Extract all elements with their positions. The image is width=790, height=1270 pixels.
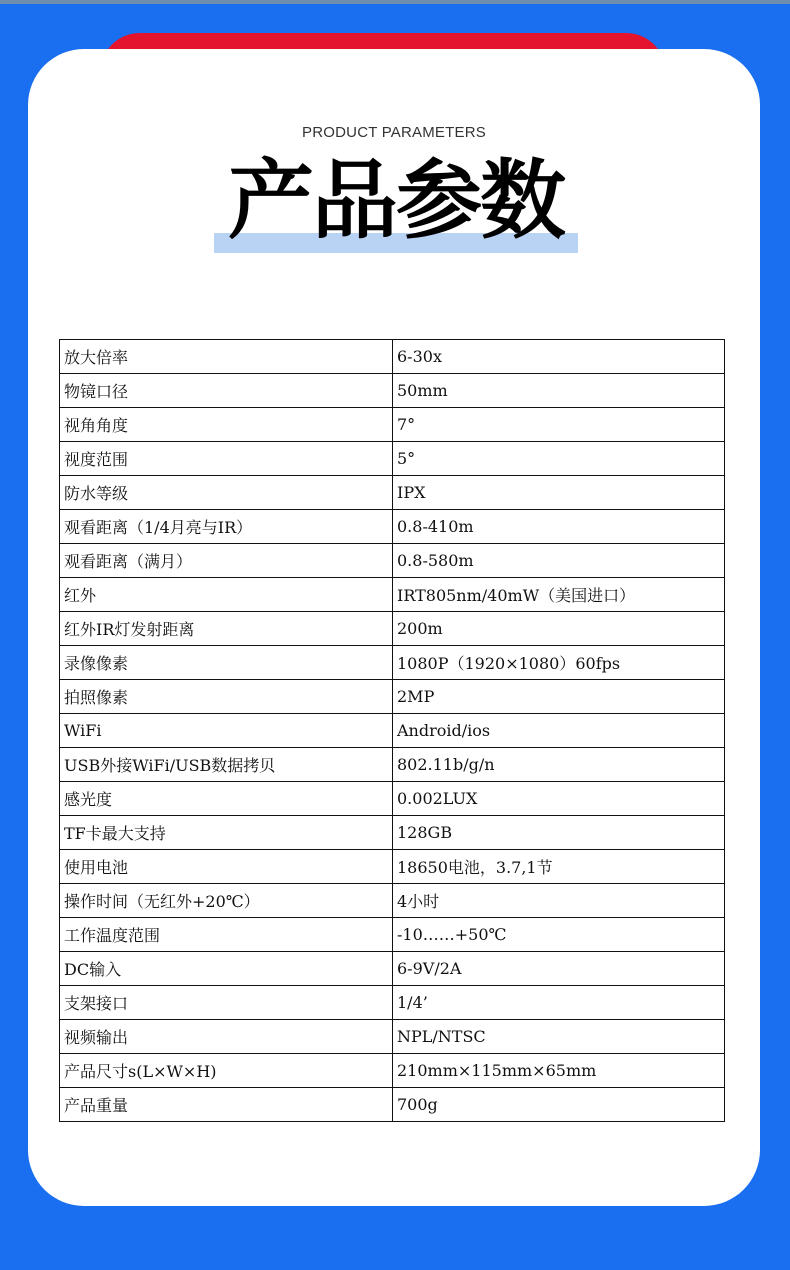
table-row (60, 1020, 725, 1054)
param-name: 红外IR灯发射距离 (60, 612, 393, 646)
table-row (60, 612, 725, 646)
table-row (60, 986, 725, 1020)
param-name: 观看距离（满月） (60, 544, 393, 578)
parameters-table (59, 339, 725, 1122)
table-row (60, 748, 725, 782)
param-name: 感光度 (60, 782, 393, 816)
param-name: 防水等级 (60, 476, 393, 510)
param-value: 1/4’ (393, 986, 725, 1020)
param-name: 红外 (60, 578, 393, 612)
table-row (60, 1088, 725, 1122)
param-value: 6-30x (393, 340, 725, 374)
param-value: 50mm (393, 374, 725, 408)
param-name: 拍照像素 (60, 680, 393, 714)
top-strip (0, 0, 790, 4)
param-value: 0.8-410m (393, 510, 725, 544)
param-value: IPX (393, 476, 725, 510)
param-value: 200m (393, 612, 725, 646)
param-value: 18650电池，3.7,1节 (393, 850, 725, 884)
table-row (60, 510, 725, 544)
param-name: 操作时间（无红外+20℃） (60, 884, 393, 918)
table-row (60, 646, 725, 680)
param-value: -10……+50℃ (393, 918, 725, 952)
table-row (60, 850, 725, 884)
title-block (214, 149, 578, 259)
param-value: 802.11b/g/n (393, 748, 725, 782)
table-row (60, 374, 725, 408)
table-row (60, 340, 725, 374)
table-row (60, 578, 725, 612)
section-subtitle: PRODUCT PARAMETERS (302, 124, 486, 141)
param-value: 210mm×115mm×65mm (393, 1054, 725, 1088)
param-value: IRT805nm/40mW（美国进口） (393, 578, 725, 612)
param-value: 700g (393, 1088, 725, 1122)
param-name: 放大倍率 (60, 340, 393, 374)
param-name: TF卡最大支持 (60, 816, 393, 850)
table-row (60, 816, 725, 850)
param-value: 0.8-580m (393, 544, 725, 578)
page-title: 产品参数 (228, 151, 564, 251)
param-name: 使用电池 (60, 850, 393, 884)
param-name: 支架接口 (60, 986, 393, 1020)
table-row (60, 476, 725, 510)
table-row (60, 884, 725, 918)
param-name: 录像像素 (60, 646, 393, 680)
table-row (60, 952, 725, 986)
content-card (28, 49, 760, 1206)
param-name: WiFi (60, 714, 393, 748)
param-name: DC输入 (60, 952, 393, 986)
param-name: 产品尺寸s(L×W×H) (60, 1054, 393, 1088)
param-value: 2MP (393, 680, 725, 714)
table-row (60, 782, 725, 816)
param-name: 工作温度范围 (60, 918, 393, 952)
param-value: Android/ios (393, 714, 725, 748)
table-row (60, 408, 725, 442)
param-name: 观看距离（1/4月亮与IR） (60, 510, 393, 544)
param-value: 4小时 (393, 884, 725, 918)
param-name: 视频输出 (60, 1020, 393, 1054)
param-value: 5° (393, 442, 725, 476)
parameters-table-body (60, 340, 725, 1122)
param-name: 产品重量 (60, 1088, 393, 1122)
param-name: 视度范围 (60, 442, 393, 476)
param-value: 1080P（1920×1080）60fps (393, 646, 725, 680)
table-row (60, 1054, 725, 1088)
table-row (60, 680, 725, 714)
table-row (60, 918, 725, 952)
param-value: 6-9V/2A (393, 952, 725, 986)
param-value: 7° (393, 408, 725, 442)
param-value: 128GB (393, 816, 725, 850)
param-value: 0.002LUX (393, 782, 725, 816)
table-row (60, 544, 725, 578)
table-row (60, 442, 725, 476)
param-value: NPL/NTSC (393, 1020, 725, 1054)
param-name: 视角角度 (60, 408, 393, 442)
table-row (60, 714, 725, 748)
param-name: 物镜口径 (60, 374, 393, 408)
param-name: USB外接WiFi/USB数据拷贝 (60, 748, 393, 782)
